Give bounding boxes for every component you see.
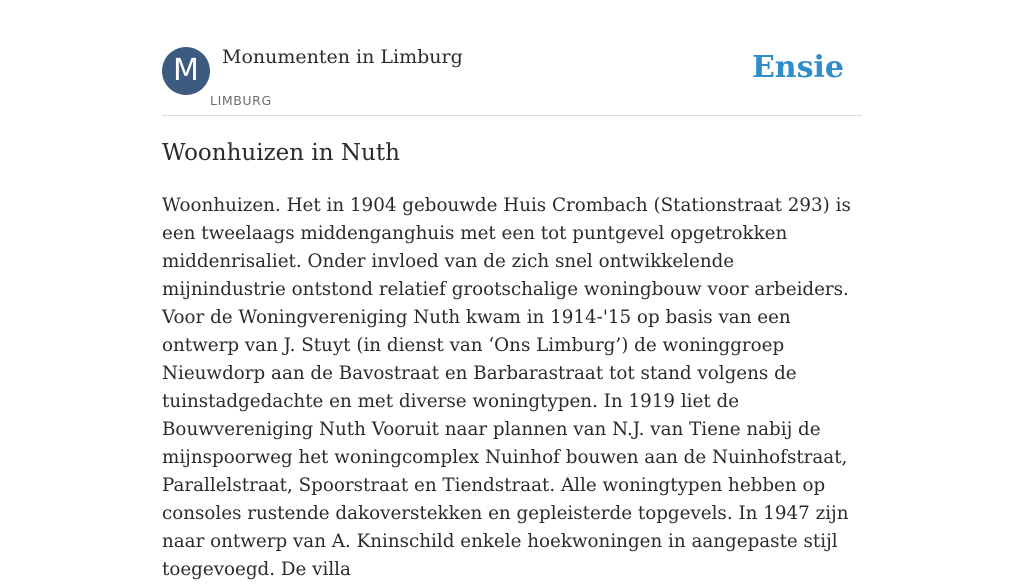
source-title[interactable]: Monumenten in Limburg <box>222 46 463 68</box>
avatar[interactable]: M <box>162 47 210 95</box>
category-label[interactable]: LIMBURG <box>210 93 272 108</box>
article-title: Woonhuizen in Nuth <box>162 140 400 166</box>
article-body: Woonhuizen. Het in 1904 gebouwde Huis Crombach (Stationstraat 293) is een tweelaags middenganghuis met een tot puntgevel opgetrokken middenrisaliet. Onder invloed van de zich snel ontwikkelende mijnindustrie ontstond relatief grootschalige woningbouw voor arbeiders. Voor de Woningvereniging Nuth kwam in 1914-'15 op basis van een ontwerp van J. Stuyt (in dienst van ‘Ons Limburg’) de woninggroep Nieuwdorp aan de Bavostraat en Barbarastraat tot stand volgens de tuinstadgedachte en met diverse woningtypen. In 1919 liet de Bouwvereniging Nuth Vooruit naar plannen van N.J. van Tiene nabij de mijnspoorweg het woningcomplex Nuinhof bouwen aan de Nuinhofstraat, Parallelstraat, Spoorstraat en Tiendstraat. Alle woningtypen hebben op consoles rustende dakoverstekken en gepleisterde topgevels. In 1947 zijn naar ontwerp van A. Kninschild enkele hoekwoningen in aangepaste stijl toegevoegd. De villa <box>162 195 851 580</box>
header-divider <box>162 115 862 116</box>
brand-logo[interactable]: Ensie <box>751 50 844 85</box>
